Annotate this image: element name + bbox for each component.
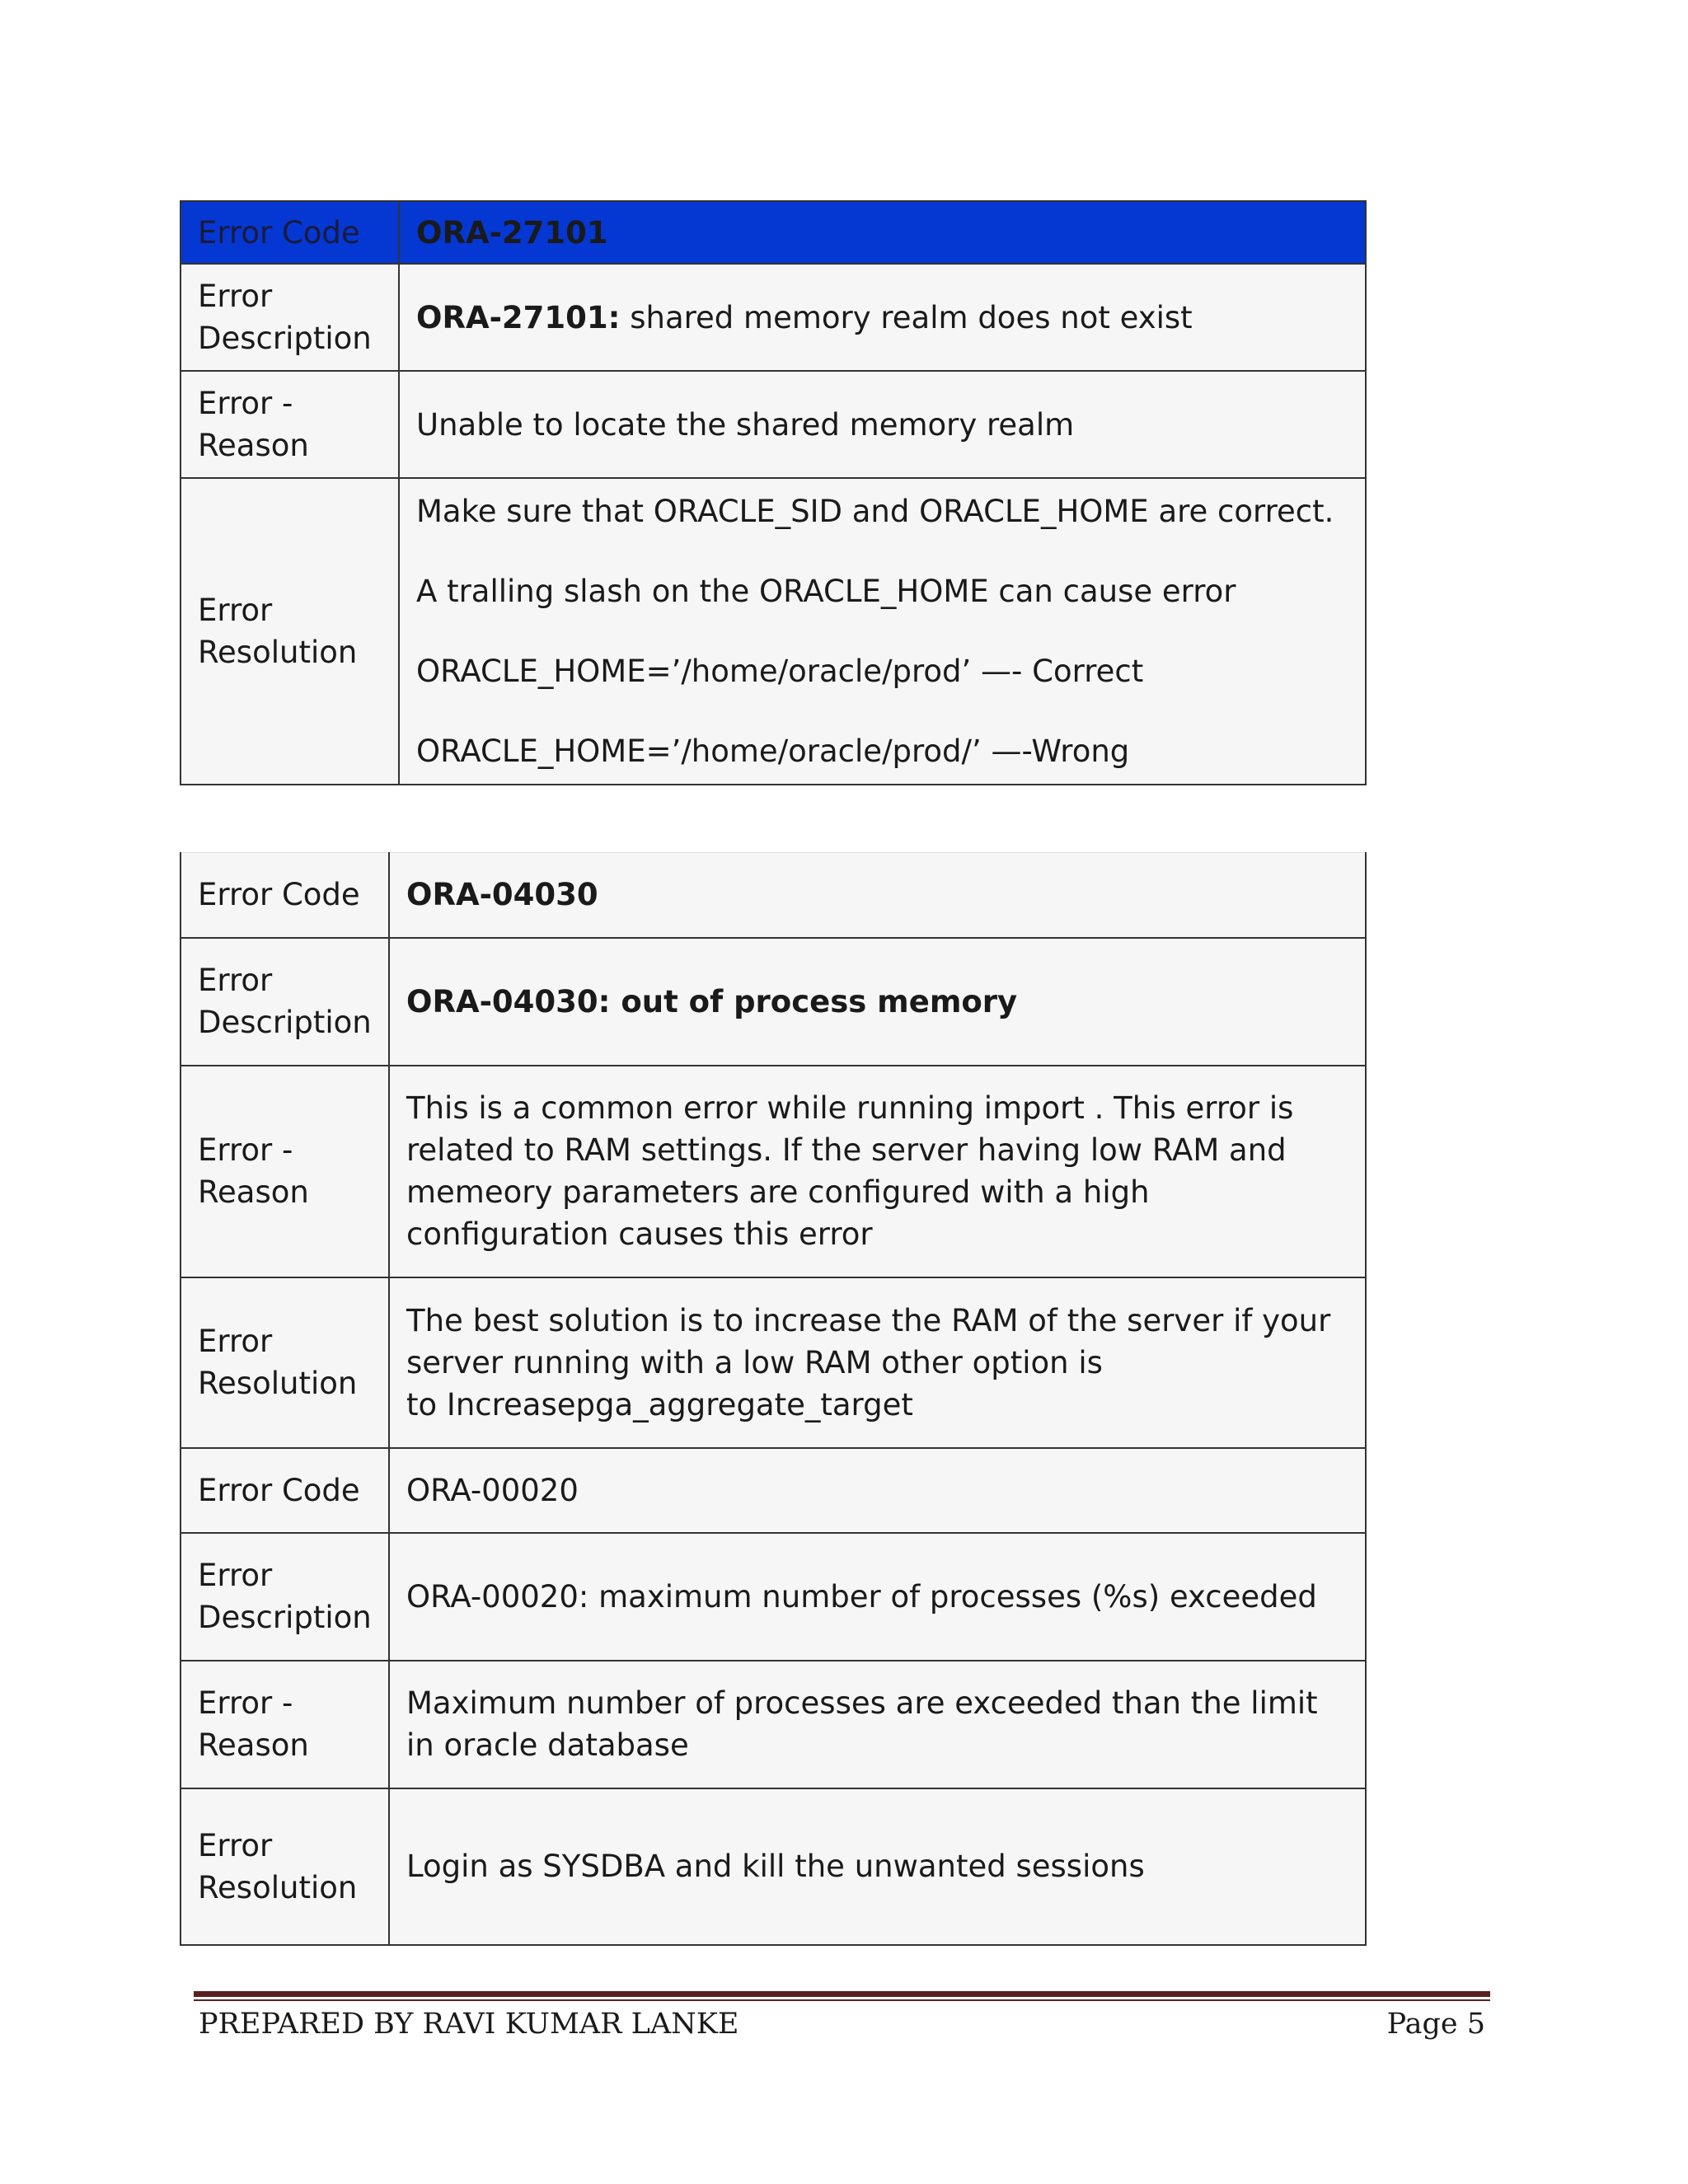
footer-author: PREPARED BY RAVI KUMAR LANKE: [199, 2008, 739, 2041]
label-error-code: Error Code: [181, 1448, 389, 1533]
table-row-error-resolution: [181, 1277, 1366, 1448]
footer-rule-thick: [194, 1991, 1490, 1997]
table-row-error-reason: [181, 1066, 1366, 1277]
label-error-code: Error Code: [181, 853, 389, 938]
error-description-value: [399, 264, 1366, 371]
page-number: Page 5: [1386, 2008, 1485, 2041]
table-row-error-description: [181, 1533, 1366, 1661]
table-row-error-resolution: [181, 1788, 1366, 1945]
footer-rule-thin: [194, 1999, 1490, 2001]
error-code-value: ORA-27101: [399, 201, 1366, 264]
label-error-code: Error Code: [181, 201, 399, 264]
ora-04030-00020-table: [180, 852, 1367, 1946]
label-error-description: Error Description: [181, 264, 399, 371]
table-row-error-code: [181, 201, 1366, 264]
label-error-resolution: Error Resolution: [181, 478, 399, 785]
label-error-reason: Error - Reason: [181, 371, 399, 478]
label-error-resolution: Error Resolution: [181, 1277, 389, 1448]
error-code-value: ORA-04030: [389, 853, 1366, 938]
resolution-line: A tralling slash on the ORACLE_HOME can cause error: [416, 574, 1236, 609]
table-row-error-description: [181, 264, 1366, 371]
label-error-description: Error Description: [181, 1533, 389, 1661]
table-row-error-reason: [181, 1661, 1366, 1788]
label-error-resolution: Error Resolution: [181, 1788, 389, 1945]
resolution-line: to Increasepga_aggregate_target: [406, 1386, 913, 1422]
table-row-error-description: [181, 938, 1366, 1066]
resolution-line: ORACLE_HOME=’/home/oracle/prod/’ —-Wrong: [416, 733, 1130, 769]
error-description-value: ORA-04030: out of process memory: [389, 938, 1366, 1066]
table-row-error-reason: [181, 371, 1366, 478]
table-row-error-resolution: [181, 478, 1366, 785]
label-error-reason: Error - Reason: [181, 1661, 389, 1788]
error-code-value: ORA-00020: [389, 1448, 1366, 1533]
resolution-line: ORACLE_HOME=’/home/oracle/prod’ —- Correct: [416, 654, 1144, 689]
label-error-description: Error Description: [181, 938, 389, 1066]
error-reason-value: Unable to locate the shared memory realm: [399, 371, 1366, 478]
error-resolution-value: [399, 478, 1366, 785]
error-resolution-value: Login as SYSDBA and kill the unwanted sessions: [389, 1788, 1366, 1945]
label-error-reason: Error - Reason: [181, 1066, 389, 1277]
resolution-line: Make sure that ORACLE_SID and ORACLE_HOME are correct.: [416, 494, 1334, 529]
error-description-code: ORA-27101:: [416, 299, 621, 335]
error-reason-value: Maximum number of processes are exceeded than the limit in oracle database: [389, 1661, 1366, 1788]
table-row-error-code: [181, 1448, 1366, 1533]
error-description-text: shared memory realm does not exist: [620, 299, 1193, 335]
error-reason-value: This is a common error while running import . This error is related to RAM settings. If the server having low RAM and memeory parameters are configured with a high configuration causes this error: [389, 1066, 1366, 1277]
resolution-line: The best solution is to increase the RAM of the server if your server running with a low RAM other option is: [406, 1302, 1331, 1380]
table-row-error-code: [181, 853, 1366, 938]
ora-27101-table: [180, 200, 1367, 785]
error-resolution-value: [389, 1277, 1366, 1448]
error-description-value: ORA-00020: maximum number of processes (%s) exceeded: [389, 1533, 1366, 1661]
